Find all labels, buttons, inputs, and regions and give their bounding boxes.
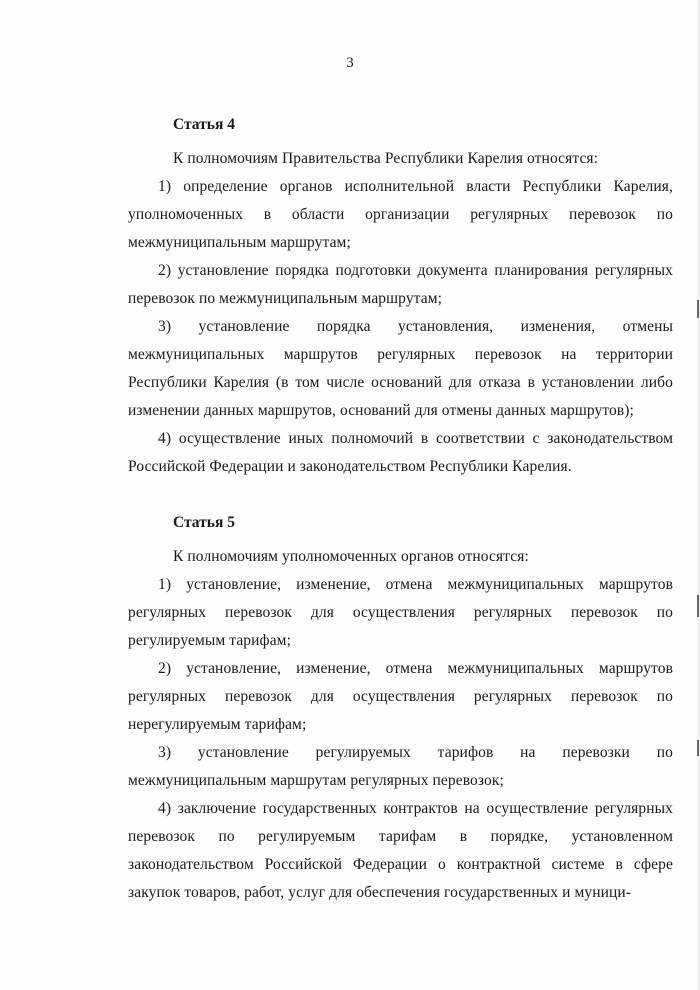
scan-edge <box>696 0 700 990</box>
article-5-item-1: 1) установление, изменение, отмена межмуниципальных маршрутов регулярных перевозок для осуществления регулярных перевозок по регулируемым тарифам; <box>128 576 673 649</box>
article-4 <box>128 115 673 481</box>
scan-mark <box>697 740 699 756</box>
article-4-item-4: 4) осуществление иных полномочий в соответствии с законодательством Российской Федерации и законодательством Республики Карелия. <box>128 430 673 475</box>
article-4-intro: К полномочиям Правительства Республики Карелия относятся: <box>173 150 599 167</box>
article-5-title: Статья 5 <box>173 514 235 531</box>
scan-mark <box>697 300 699 318</box>
article-5-item-2: 2) установление, изменение, отмена межмуниципальных маршрутов регулярных перевозок для осуществления регулярных перевозок по нерегулируемым тарифам; <box>128 660 673 733</box>
article-4-title: Статья 4 <box>173 116 235 133</box>
article-5 <box>128 513 673 907</box>
article-4-item-1: 1) определение органов исполнительной власти Республики Карелия, уполномоченных в области организации регулярных перевозок по межмуниципальным маршрутам; <box>128 178 673 251</box>
article-5-item-3: 3) установление регулируемых тарифов на перевозки по межмуниципальным маршрутам регулярных перевозок; <box>128 744 673 789</box>
article-4-item-2: 2) установление порядка подготовки документа планирования регулярных перевозок по межмуниципальным маршрутам; <box>128 262 673 307</box>
article-4-item-3: 3) установление порядка установления, изменения, отмены межмуниципальных маршрутов регулярных перевозок на территории Республики Карелия (в том числе оснований для отказа в установлении либо изменении данных маршрутов, оснований для отмены данных маршрутов); <box>128 318 673 419</box>
article-5-item-4: 4) заключение государственных контрактов на осуществление регулярных перевозок по регулируемым тарифам в порядке, установленном законодательством Российской Федерации о контрактной системе в сфере закупок товаров, работ, услуг для обеспечения государственных и муници- <box>128 800 673 901</box>
article-5-intro: К полномочиям уполномоченных органов относятся: <box>173 548 529 565</box>
page-number: 3 <box>346 55 354 71</box>
scan-mark <box>697 595 699 617</box>
